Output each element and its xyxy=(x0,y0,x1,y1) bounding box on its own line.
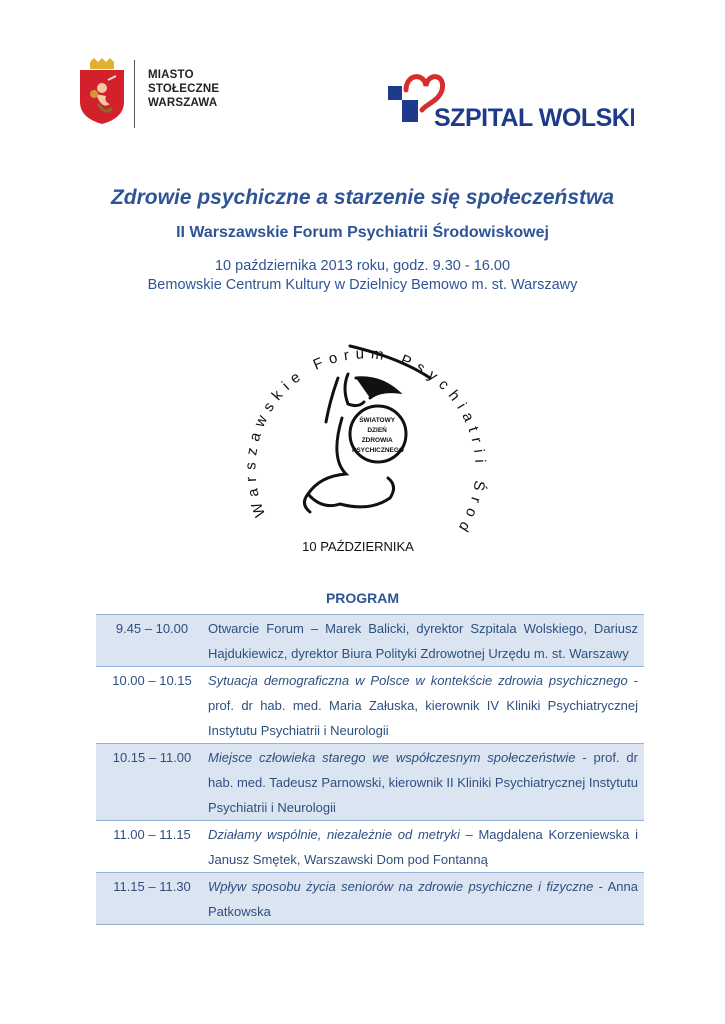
warsaw-coat-of-arms-icon xyxy=(76,58,136,132)
program-time: 11.15 – 11.30 xyxy=(113,879,191,894)
program-item-title: Działamy wspólnie, niezależnie od metryki xyxy=(208,827,460,842)
city-name-line: WARSZAWA xyxy=(148,97,218,109)
event-venue: Bemowskie Centrum Kultury w Dzielnicy Bemowo m. st. Warszawy xyxy=(147,277,578,293)
program-description xyxy=(208,667,644,744)
program-heading: PROGRAM xyxy=(325,590,400,606)
program-item-text: – Magdalena Korzeniewska i Janusz Smętek, Warszawski Dom pod Fontanną xyxy=(208,827,638,867)
program-time: 10.00 – 10.15 xyxy=(112,673,192,688)
logo-divider xyxy=(134,60,135,128)
city-name-line: STOŁECZNE xyxy=(148,83,220,95)
city-name xyxy=(148,68,219,110)
page-title: Zdrowie psychiczne a starzenie się społeczeństwa xyxy=(110,186,615,209)
program-item-title: Wpływ sposobu życia seniorów na zdrowie psychiczne i fizyczne xyxy=(208,879,594,894)
program-item-title: Miejsce człowieka starego we współczesnym społeczeństwie xyxy=(208,750,576,765)
program-description xyxy=(208,821,644,873)
program-row xyxy=(96,821,644,873)
program-time: 11.00 – 11.15 xyxy=(113,827,191,842)
program-item-text: - prof. dr hab. med. Maria Załuska, kierownik IV Kliniki Psychiatrycznej Instytutu Psychiatrii i Neurologii xyxy=(208,673,638,738)
program-item-title: Sytuacja demograficzna w Polsce w kontekście zdrowia psychicznego xyxy=(208,673,628,688)
program-table xyxy=(96,614,644,925)
hospital-heart-icon xyxy=(384,70,634,130)
program-description xyxy=(208,615,644,667)
program-row xyxy=(96,615,644,667)
hospital-name: SZPITAL WOLSKI xyxy=(434,104,634,130)
emblem-ring-textpath: Warszawskie Forum Psychiatrii Środ xyxy=(242,345,489,540)
badge-line: ZDROWIA xyxy=(361,437,393,444)
program-item-text: Otwarcie Forum – Marek Balicki, dyrektor Szpitala Wolskiego, Dariusz Hajdukiewicz, dyrektor Biura Polityki Zdrowotnej Urzędu m. st. Warszawy xyxy=(208,621,638,661)
program-description xyxy=(208,873,644,925)
page-subtitle: II Warszawskie Forum Psychiatrii Środowiskowej xyxy=(176,224,549,241)
emblem-date: 10 PAŹDZIERNIKA xyxy=(302,539,414,554)
badge-line: PSYCHICZNEGO xyxy=(351,447,405,454)
program-item-text: - Anna Patkowska xyxy=(208,879,638,919)
city-name-line: MIASTO xyxy=(148,69,194,81)
program-description xyxy=(208,744,644,821)
program-time: 9.45 – 10.00 xyxy=(115,621,189,636)
event-date: 10 października 2013 roku, godz. 9.30 - 16.00 xyxy=(214,258,511,274)
hospital-logo xyxy=(384,70,634,130)
badge-line: ŚWIATOWY xyxy=(359,417,395,424)
program-row xyxy=(96,667,644,744)
program-row xyxy=(96,873,644,925)
badge-line: DZIEŃ xyxy=(367,427,387,434)
program-time: 10.15 – 11.00 xyxy=(112,750,192,765)
program-row xyxy=(96,744,644,821)
program-item-text: - prof. dr hab. med. Tadeusz Parnowski, kierownik II Kliniki Psychiatrycznej Instytutu Psychiatrii i Neurologii xyxy=(208,750,638,815)
forum-emblem xyxy=(230,318,500,563)
